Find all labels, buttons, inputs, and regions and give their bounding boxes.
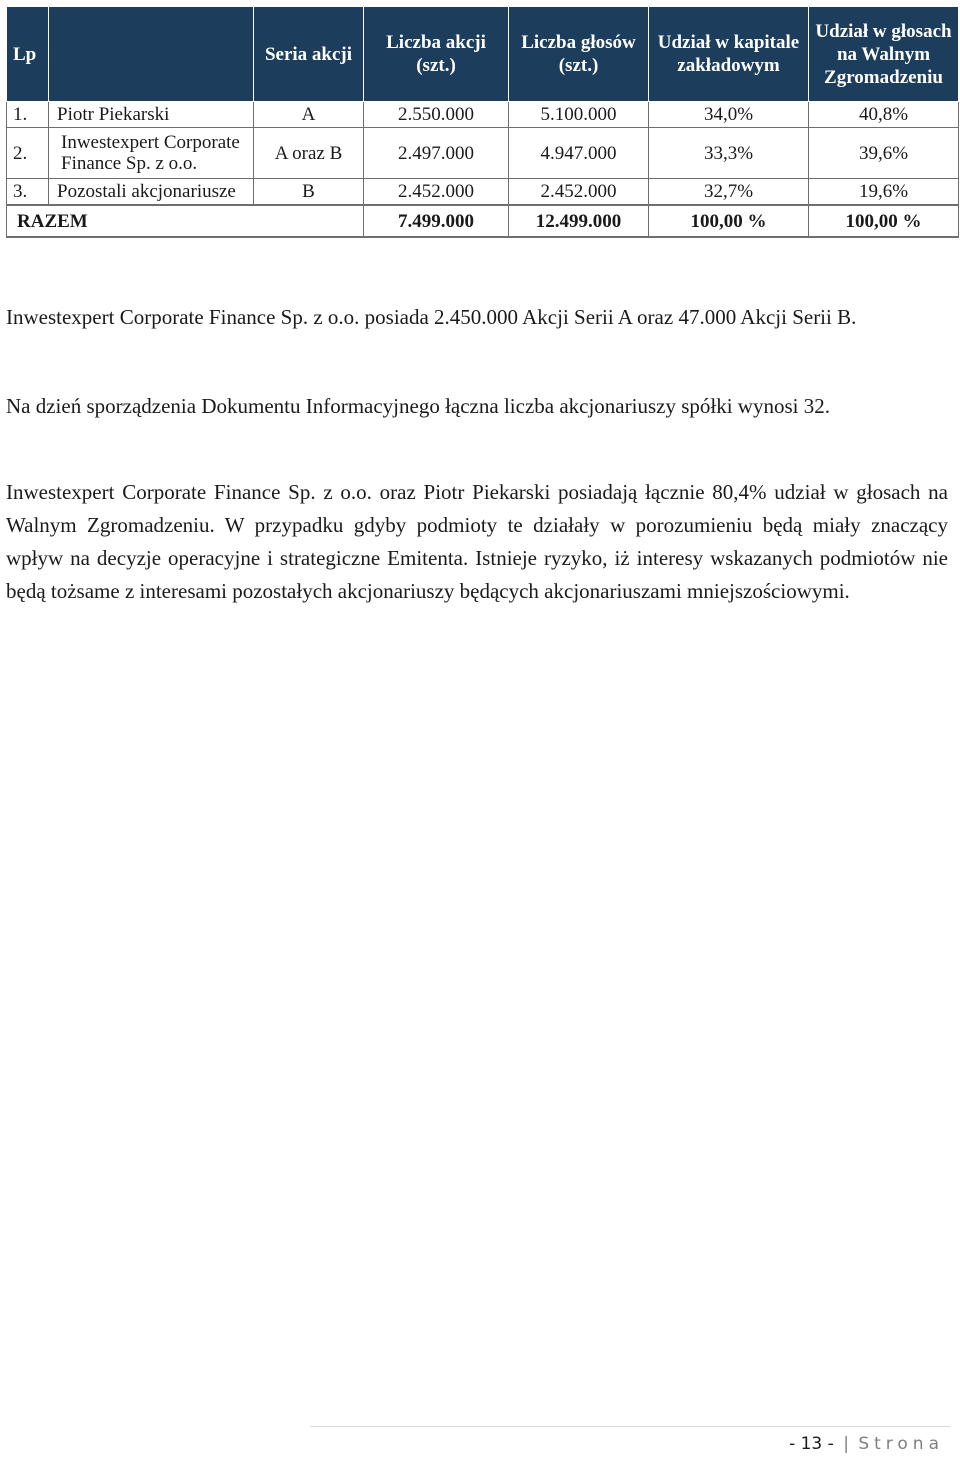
page-label: Strona <box>858 1434 944 1454</box>
row-capital-share: 33,3% <box>649 128 809 179</box>
paragraph-shareholder-count: Na dzień sporządzenia Dokumentu Informacyjnego łączna liczba akcjonariuszy spółki wynosi 32. <box>6 394 830 418</box>
row-vote-share: 40,8% <box>809 102 959 128</box>
total-shares: 7.499.000 <box>364 205 509 237</box>
row-shareholder-name: Piotr Piekarski <box>49 102 254 128</box>
table-total-row <box>7 205 959 237</box>
header-lp: Lp <box>7 7 49 102</box>
page-number: - 13 - <box>789 1434 834 1454</box>
row-vote-share: 19,6% <box>809 179 959 206</box>
table-row <box>7 128 959 179</box>
row-series: B <box>254 179 364 206</box>
total-votes: 12.499.000 <box>509 205 649 237</box>
header-capital-share: Udział w kapitale zakładowym <box>649 7 809 102</box>
header-votes: Liczba głosów (szt.) <box>509 7 649 102</box>
table-header-row <box>7 7 959 102</box>
row-capital-share: 34,0% <box>649 102 809 128</box>
table-body <box>7 102 959 238</box>
total-label: RAZEM <box>7 205 364 237</box>
row-lp: 3. <box>7 179 49 206</box>
row-votes: 2.452.000 <box>509 179 649 206</box>
row-lp: 2. <box>7 128 49 179</box>
table-header <box>7 7 959 102</box>
shareholder-table <box>6 6 959 238</box>
row-series: A <box>254 102 364 128</box>
page-footer <box>789 1432 944 1456</box>
footer-separator: | <box>843 1434 849 1454</box>
row-shareholder-name: Pozostali akcjonariusze <box>49 179 254 206</box>
header-series: Seria akcji <box>254 7 364 102</box>
header-vote-share: Udział w głosach na Walnym Zgromadzeniu <box>809 7 959 102</box>
row-shares: 2.550.000 <box>364 102 509 128</box>
row-vote-share: 39,6% <box>809 128 959 179</box>
total-capital-share: 100,00 % <box>649 205 809 237</box>
total-vote-share: 100,00 % <box>809 205 959 237</box>
paragraph-holding-details: Inwestexpert Corporate Finance Sp. z o.o. posiada 2.450.000 Akcji Serii A oraz 47.000 Akcji Serii B. <box>6 305 857 329</box>
row-votes: 5.100.000 <box>509 102 649 128</box>
table-row <box>7 102 959 128</box>
footer-divider <box>310 1426 950 1427</box>
paragraph-control-risk: Inwestexpert Corporate Finance Sp. z o.o. oraz Piotr Piekarski posiadają łącznie 80,4% udział w głosach na Walnym Zgromadzeniu. W przypadku gdyby podmioty te działały w porozumieniu będą miały znaczący wpływ na decyzje operacyjne i strategiczne Emitenta. Istnieje ryzyko, iż interesy wskazanych podmiotów nie będą tożsame z interesami pozostałych akcjonariuszy będących akcjonariuszami mniejszościowymi. <box>6 480 948 603</box>
row-shareholder-name: Inwestexpert Corporate Finance Sp. z o.o. <box>49 128 254 179</box>
header-shareholder <box>49 7 254 102</box>
row-lp: 1. <box>7 102 49 128</box>
header-shares: Liczba akcji (szt.) <box>364 7 509 102</box>
row-series: A oraz B <box>254 128 364 179</box>
row-shares: 2.497.000 <box>364 128 509 179</box>
row-shares: 2.452.000 <box>364 179 509 206</box>
row-capital-share: 32,7% <box>649 179 809 206</box>
table-row <box>7 179 959 206</box>
row-votes: 4.947.000 <box>509 128 649 179</box>
